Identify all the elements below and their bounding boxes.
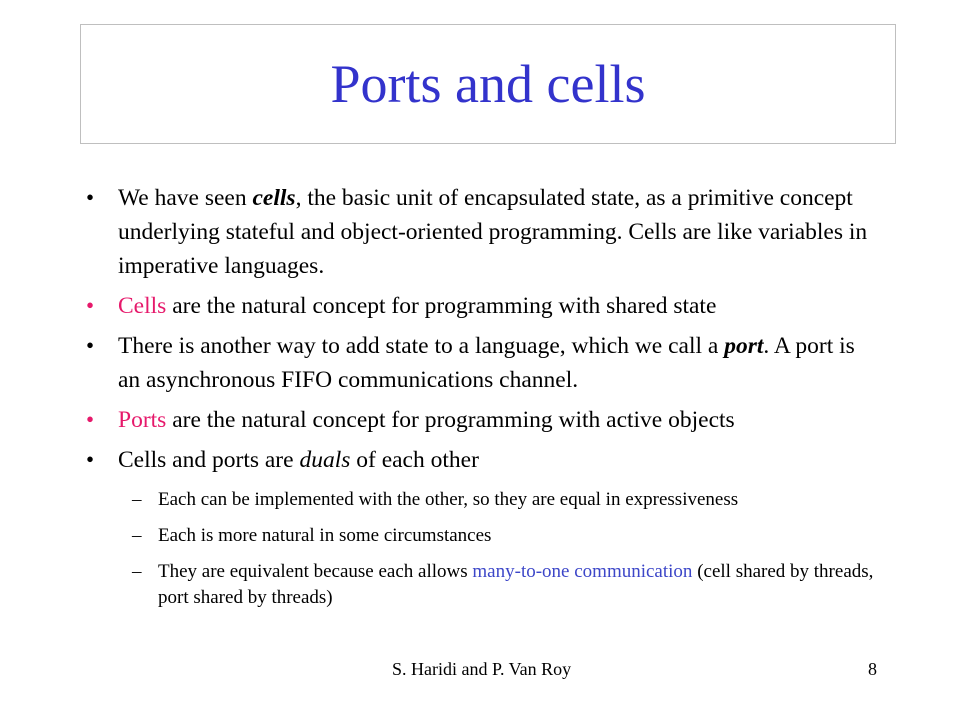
bullet-text: are the natural concept for programming with shared state (166, 293, 717, 319)
highlight-many-to-one: many-to-one communication (472, 561, 693, 582)
subbullet-text: (cell shared by threads, port shared by threads) (158, 561, 874, 608)
bullet-dot: • (86, 293, 95, 318)
page-number: 8 (868, 659, 877, 679)
highlight-cells: Cells (118, 293, 167, 319)
title-frame (80, 24, 896, 144)
bullet-dot: • (86, 333, 95, 358)
highlight-ports: Ports (118, 407, 167, 433)
subbullet-text: Each can be implemented with the other, so they are equal in expressiveness (158, 489, 739, 510)
emphasis-port: port (724, 333, 764, 359)
emphasis-cells: cells (252, 185, 296, 211)
bullet-cells-intro (86, 181, 876, 283)
bullet-cells-shared-state (86, 289, 876, 323)
subbullet-text: Each is more natural in some circumstances (158, 525, 492, 546)
bullet-duals (86, 443, 876, 477)
bullet-dot: • (86, 447, 95, 472)
slide-title: Ports and cells (330, 54, 646, 114)
bullet-text: are the natural concept for programming with active objects (166, 407, 735, 433)
bullet-dot: • (86, 407, 95, 432)
slide-body (86, 181, 876, 621)
bullet-ports-active-objects (86, 403, 876, 437)
dash-marker: – (132, 489, 142, 510)
footer-authors: S. Haridi and P. Van Roy (392, 659, 572, 679)
subbullet-equivalent (86, 559, 876, 611)
bullet-text: Cells and ports are (118, 447, 300, 473)
dash-marker: – (132, 525, 142, 546)
emphasis-duals: duals (299, 447, 351, 473)
bullet-text: We have seen (118, 185, 253, 211)
subbullet-text: They are equivalent because each allows (158, 561, 473, 582)
bullet-dot: • (86, 185, 95, 210)
subbullet-expressiveness (86, 487, 876, 513)
subbullet-natural (86, 523, 876, 549)
dash-marker: – (132, 561, 142, 582)
bullet-text: There is another way to add state to a language, which we call a (118, 333, 725, 359)
bullet-text: . A port is an asynchronous FIFO communications channel. (118, 333, 855, 393)
bullet-text: of each other (350, 447, 479, 473)
bullet-port-intro (86, 329, 876, 397)
bullet-text: , the basic unit of encapsulated state, as a primitive concept underlying stateful and object-oriented programming. Cells are like variables in imperative languages. (118, 185, 868, 279)
